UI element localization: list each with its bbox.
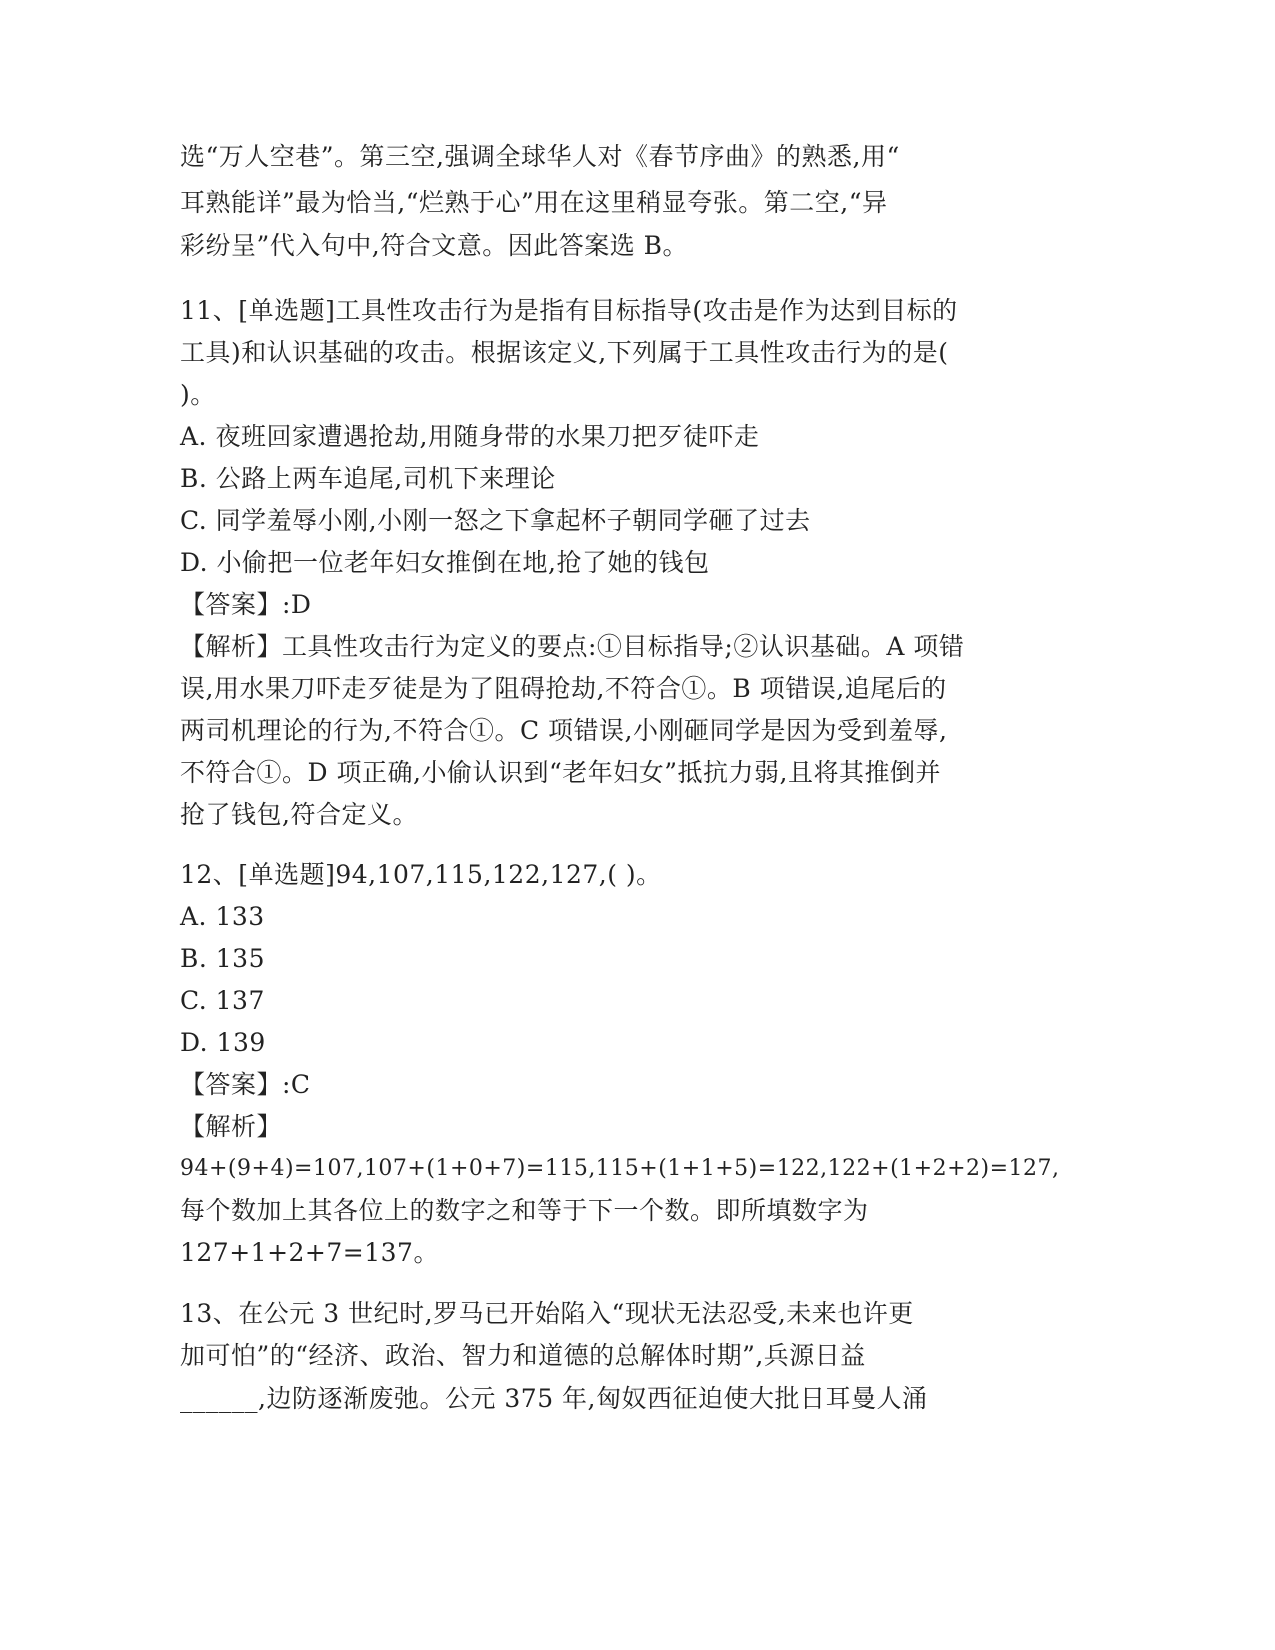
q13-stem-line-2: 加可怕”的“经济、政治、智力和道德的总解体时期”,兵源日益	[180, 1341, 866, 1370]
q11-analysis-line-4: 不符合①。D 项正确,小偷认识到“老年妇女”抵抗力弱,且将其推倒并	[180, 758, 941, 787]
q11-analysis-line-5: 抢了钱包,符合定义。	[180, 800, 418, 829]
q12-analysis-title: 【解析】	[180, 1112, 283, 1141]
q11-analysis-line-1: 【解析】工具性攻击行为定义的要点:①目标指导;②认识基础。A 项错	[180, 632, 965, 661]
q11-answer: 【答案】:D	[180, 590, 312, 619]
prev-explanation-line-1: 选“万人空巷”。第三空,强调全球华人对《春节序曲》的熟悉,用“	[180, 142, 900, 171]
q12-option-d: D. 139	[180, 1028, 266, 1057]
q13-stem-line-3: ______,边防逐渐废弛。公元 375 年,匈奴西征迫使大批日耳曼人涌	[180, 1384, 928, 1413]
q11-analysis-line-2: 误,用水果刀吓走歹徒是为了阻碍抢劫,不符合①。B 项错误,追尾后的	[180, 674, 947, 703]
q11-analysis-line-3: 两司机理论的行为,不符合①。C 项错误,小刚砸同学是因为受到羞辱,	[180, 716, 948, 745]
q12-stem: 12、[单选题]94,107,115,122,127,( )。	[180, 860, 662, 889]
prev-explanation-line-2: 耳熟能详”最为恰当,“烂熟于心”用在这里稍显夸张。第二空,“异	[180, 188, 888, 217]
q12-analysis-line-1: 94+(9+4)=107,107+(1+0+7)=115,115+(1+1+5)=122,122+(1+2+2)=127,	[180, 1156, 1060, 1181]
q11-stem-line-3: )。	[180, 380, 216, 409]
q13-stem-line-1: 13、在公元 3 世纪时,罗马已开始陷入“现状无法忍受,未来也许更	[180, 1299, 914, 1328]
q12-answer: 【答案】:C	[180, 1070, 311, 1099]
q12-option-a: A. 133	[180, 902, 265, 931]
q12-analysis-line-2: 每个数加上其各位上的数字之和等于下一个数。即所填数字为	[180, 1196, 869, 1225]
q12-analysis-line-3: 127+1+2+7=137。	[180, 1238, 439, 1267]
q11-option-c: C. 同学羞辱小刚,小刚一怒之下拿起杯子朝同学砸了过去	[180, 506, 811, 535]
q11-option-b: B. 公路上两车追尾,司机下来理论	[180, 464, 556, 493]
prev-explanation-line-3: 彩纷呈”代入句中,符合文意。因此答案选 B。	[180, 231, 689, 260]
q11-stem-line-2: 工具)和认识基础的攻击。根据该定义,下列属于工具性攻击行为的是(	[180, 338, 949, 367]
q12-option-b: B. 135	[180, 944, 265, 973]
q11-option-a: A. 夜班回家遭遇抢劫,用随身带的水果刀把歹徒吓走	[180, 422, 760, 451]
q11-option-d: D. 小偷把一位老年妇女推倒在地,抢了她的钱包	[180, 548, 710, 577]
q12-option-c: C. 137	[180, 986, 265, 1015]
q11-stem-line-1: 11、[单选题]工具性攻击行为是指有目标指导(攻击是作为达到目标的	[180, 296, 958, 325]
